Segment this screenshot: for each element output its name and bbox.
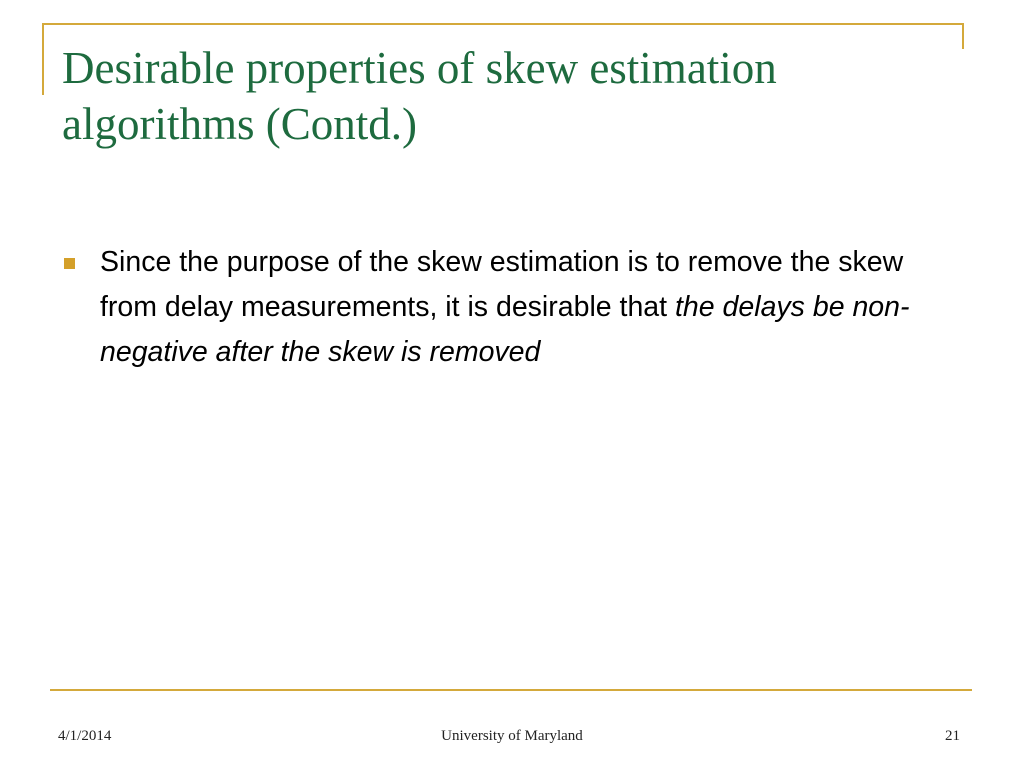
footer-organization: University of Maryland — [441, 728, 583, 744]
frame-top-rule — [42, 23, 964, 25]
frame-right-rule — [962, 23, 964, 49]
footer-rule — [50, 689, 972, 691]
bullet-item — [62, 240, 952, 375]
bullet-text-plain: Since the purpose of the skew estimation is to remove the skew from delay measurements, it is desirable that — [100, 246, 904, 323]
slide-title: Desirable properties of skew estimation algorithms (Contd.) — [62, 43, 777, 149]
bullet-text-italic: the delays be non-negative after the skew is removed — [100, 291, 910, 368]
square-bullet-icon — [64, 258, 75, 269]
slide-content — [62, 240, 952, 375]
slide-number: 21 — [945, 728, 960, 744]
footer-date: 4/1/2014 — [58, 728, 112, 744]
frame-left-rule — [42, 23, 44, 95]
